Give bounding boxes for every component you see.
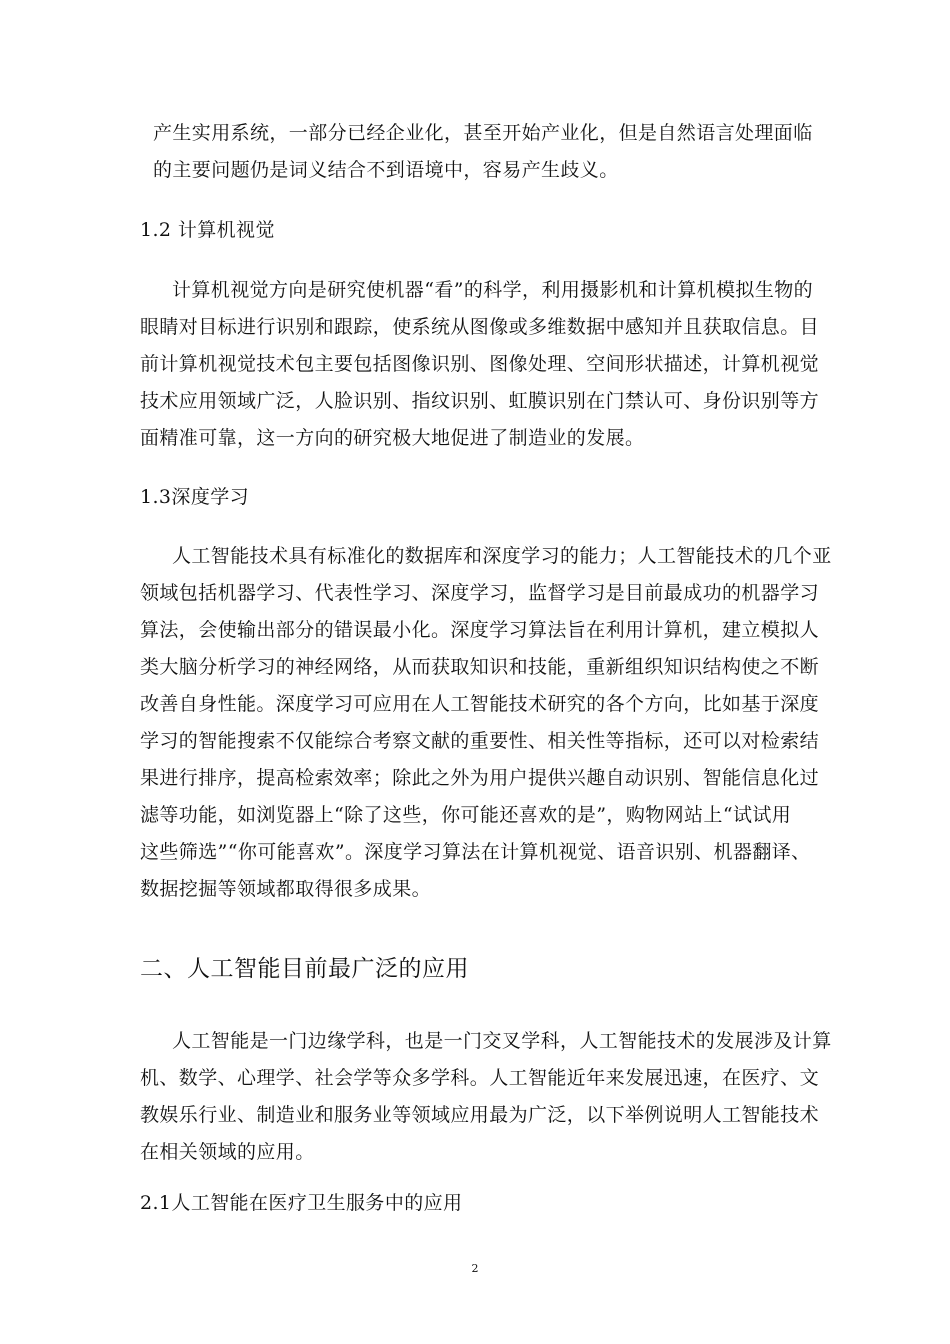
page-number: 2	[471, 1262, 479, 1275]
paragraph-line: 人工智能技术具有标准化的数据库和深度学习的能力；人工智能技术的几个亚	[172, 545, 832, 567]
paragraph-line: 教娱乐行业、制造业和服务业等领域应用最为广泛，以下举例说明人工智能技术	[140, 1104, 820, 1126]
section-heading-1-2: 1.2 计算机视觉	[140, 219, 275, 241]
paragraph-line: 技术应用领域广泛，人脸识别、指纹识别、虹膜识别在门禁认可、身份识别等方	[140, 390, 820, 412]
paragraph-line: 这些筛选”“你可能喜欢”。深度学习算法在计算机视觉、语音识别、机器翻译、	[140, 841, 811, 863]
section-heading-2-1: 2.1人工智能在医疗卫生服务中的应用	[140, 1192, 463, 1214]
paragraph-line: 面精准可靠，这一方向的研究极大地促进了制造业的发展。	[140, 427, 645, 449]
chapter-heading-2: 二、人工智能目前最广泛的应用	[140, 956, 469, 982]
paragraph-line: 果进行排序，提高检索效率；除此之外为用户提供兴趣自动识别、智能信息化过	[140, 767, 820, 789]
paragraph-line: 机、数学、心理学、社会学等众多学科。人工智能近年来发展迅速，在医疗、文	[140, 1067, 820, 1089]
paragraph-line: 前计算机视觉技术包主要包括图像识别、图像处理、空间形状描述，计算机视觉	[140, 353, 820, 375]
paragraph-line: 人工智能是一门边缘学科，也是一门交叉学科，人工智能技术的发展涉及计算	[172, 1030, 832, 1052]
paragraph-line: 类大脑分析学习的神经网络，从而获取知识和技能，重新组织知识结构使之不断	[140, 656, 820, 678]
paragraph-line: 产生实用系统，一部分已经企业化，甚至开始产业化，但是自然语言处理面临	[153, 122, 813, 144]
paragraph-line: 的主要问题仍是词义结合不到语境中，容易产生歧义。	[153, 159, 619, 181]
paragraph-line: 数据挖掘等领域都取得很多成果。	[140, 878, 432, 900]
paragraph-line: 眼睛对目标进行识别和跟踪，使系统从图像或多维数据中感知并且获取信息。目	[140, 316, 820, 338]
paragraph-line: 改善自身性能。深度学习可应用在人工智能技术研究的各个方向，比如基于深度	[140, 693, 820, 715]
paragraph-line: 算法，会使输出部分的错误最小化。深度学习算法旨在利用计算机，建立模拟人	[140, 619, 820, 641]
paragraph-line: 滤等功能，如浏览器上“除了这些，你可能还喜欢的是”，购物网站上“试试用	[140, 804, 792, 826]
paragraph-line: 学习的智能搜索不仅能综合考察文献的重要性、相关性等指标，还可以对检索结	[140, 730, 820, 752]
paragraph-line: 领域包括机器学习、代表性学习、深度学习，监督学习是目前最成功的机器学习	[140, 582, 820, 604]
paragraph-line: 在相关领域的应用。	[140, 1141, 315, 1163]
paragraph-line: 计算机视觉方向是研究使机器“看”的科学，利用摄影机和计算机模拟生物的	[172, 279, 814, 301]
section-heading-1-3: 1.3深度学习	[140, 486, 250, 508]
